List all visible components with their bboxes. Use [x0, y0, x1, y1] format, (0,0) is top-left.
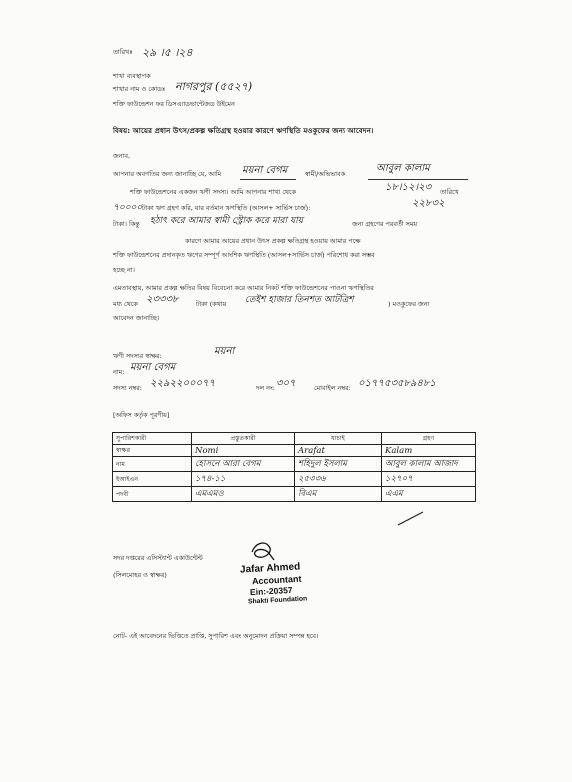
subject-line: বিষয়: আয়ের প্রধান উৎস/প্রকল্প ক্ষতিগ্রস্থ হওয়ার কারণে ঋণস্থিতি মওকুফের জন্য আবেদন। [113, 126, 374, 135]
body-text: হচ্ছে না। [113, 266, 135, 274]
table-cell: Nomi [192, 445, 295, 457]
row-label: পদবী [113, 487, 192, 502]
office-note: [অফিস কর্তৃক পূরণীয়] [113, 411, 170, 419]
balance-hand: ২২৮৩২ [412, 198, 445, 209]
stamp-org: Shakti Foundation [247, 595, 308, 606]
body-text: টাকা। কিন্তু [113, 220, 140, 228]
body-text: আপনার অবগতির জন্য জানাচ্ছি যে, আমি [113, 170, 222, 178]
stamp-ein: Ein:-20357 [249, 584, 293, 598]
body-text: ) মওকুফের জন্য [388, 300, 430, 308]
applicant-sign-label: ঋণী সদস্যর স্বাক্ষর: [113, 352, 162, 360]
mobile-label: মোবাইল নম্বর: [314, 384, 351, 392]
stamp-name: Jafar Ahmed [239, 561, 301, 576]
table-header: যাচাই [295, 433, 382, 445]
body-text: স্বামী/অভিভাবক [305, 170, 346, 178]
table-cell: হোসনে আরা বেগম [192, 457, 295, 472]
table-cell: আবুল কালাম আজাদ [382, 457, 476, 472]
body-text: টাকা (কথায় [196, 300, 227, 308]
table-cell: বিএম [295, 487, 382, 502]
row-label: নাম [113, 457, 192, 472]
recipient-title: শাখা ব্যবস্থাপক [113, 72, 151, 80]
body-text: কারণে আমার আয়ের প্রধান উৎস প্রকল্প ক্ষতিগ্রস্থ হওয়ায় আমার পক্ষে [185, 237, 361, 245]
reason-hand: হঠাৎ করে আমার স্বামী স্ট্রোক করে মারা যায় [150, 216, 304, 226]
body-text: শক্তি ফাউন্ডেশনের একজন ঋণী সদস্য। আমি আপনার শাখা থেকে [130, 188, 296, 196]
table-cell: Arafat [295, 445, 382, 457]
date-label: তারিখঃ [113, 48, 133, 56]
applicant-name-hand: ময়না বেগম [242, 165, 288, 176]
body-text: শক্তি ফাউন্ডেশনের প্রদানকৃত ঋণের সম্পূর্ণ আংশিক ঋণস্থিতি (আসল+সার্ভিস চার্জ) পরিশোধ করা সম্ভব [113, 251, 375, 259]
waiver-amount-hand: ২৩৩৩৮ [146, 294, 179, 305]
table-header-row [113, 433, 476, 445]
date-value: ২৯ ।৫ ।২৪ [142, 46, 193, 59]
approval-table [112, 432, 476, 502]
loan-date-hand: ১৮।১২।২৩ [385, 182, 432, 193]
branch-label: শাখার নাম ও কোডঃ [113, 85, 166, 93]
table-cell: ২৫৩৩৬ [295, 472, 382, 487]
table-row [113, 472, 476, 487]
branch-value: নাগরপুর (৫৫২৭) [175, 80, 253, 93]
table-cell: এএম [382, 487, 476, 502]
table-row [113, 457, 476, 472]
row-label: স্বাক্ষর [113, 445, 192, 457]
fill-line [240, 179, 296, 180]
footer-note: নোট- এই আবেদনের ভিত্তিতে প্রাপ্তি, সুপারিশ এবং অনুমোদন প্রক্রিয়া সম্পন্ন হবে। [113, 632, 319, 640]
table-cell: ১২৭০৭ [382, 472, 476, 487]
table-cell: এমএমও [192, 487, 295, 502]
mobile-value: ০১৭৭৫৩৫৮৯৪৮১ [358, 378, 436, 389]
stamp-title: Accountant [251, 573, 302, 587]
table-cell: Kalam [382, 445, 476, 457]
member-no-value: ২২৯২২০০০৭৭ [150, 378, 216, 389]
dal-label: দল নং: [256, 384, 275, 392]
table-cell: শহিদুল ইসলাম [295, 457, 382, 472]
salutation: জনাব, [113, 152, 130, 160]
pen-stroke-mark [396, 508, 426, 528]
table-row [113, 487, 476, 502]
body-text: মধ্য থেকে [113, 300, 138, 308]
applicant-signature: ময়না [214, 346, 235, 357]
table-header: গ্রহণ [382, 433, 476, 445]
table-header: প্রস্তুতকারী [192, 433, 295, 445]
body-text: আবেদন জানাচ্ছি। [113, 314, 160, 322]
member-no-label: সদস্য নম্বর: [113, 384, 142, 392]
accountant-signature-mark [248, 538, 278, 564]
body-text: এমতাবস্থায়, আমার প্রকল্প ক্ষতির বিষয় বিবেচনা করে আমার নিকট শক্তি ফাউন্ডেশনের পাওনা ঋণস্থিতির [113, 284, 374, 292]
applicant-name: ময়না বেগম [130, 362, 176, 373]
dal-value: ৩০৭ [276, 378, 296, 389]
accountant-title: সদর দপ্তরের এসিস্ট্যান্ট একাউন্টেন্ট [113, 554, 203, 562]
table-header: সুপারিশকারী [113, 433, 192, 445]
body-text: তারিখে [440, 188, 459, 196]
table-cell: ১৭৪-১১ [192, 472, 295, 487]
accountant-seal-note: (সিলমোহর ও স্বাক্ষর) [113, 571, 167, 579]
body-text: জন্য গ্রহণের পরবর্তী সময় [352, 220, 418, 228]
table-row [113, 445, 476, 457]
amount-words-hand: তেইশ হাজার তিনশত আটত্রিশ [245, 295, 354, 305]
guardian-name-hand: আবুল কালাম [376, 163, 430, 174]
applicant-name-label: নাম: [113, 368, 125, 376]
loan-amount-hand: ৭০০০০ [113, 203, 143, 213]
body-text: টাকা ঋণ গ্রহণ করি, যার বর্তমান ঋণস্থিতি (আসল+ সার্ভিস চার্জ): [142, 204, 311, 212]
org-line: শক্তি ফাউন্ডেশন ফর ডিসএ্যাডভান্টেজড উইমেন [113, 100, 235, 108]
row-label: ইআইএন [113, 472, 192, 487]
